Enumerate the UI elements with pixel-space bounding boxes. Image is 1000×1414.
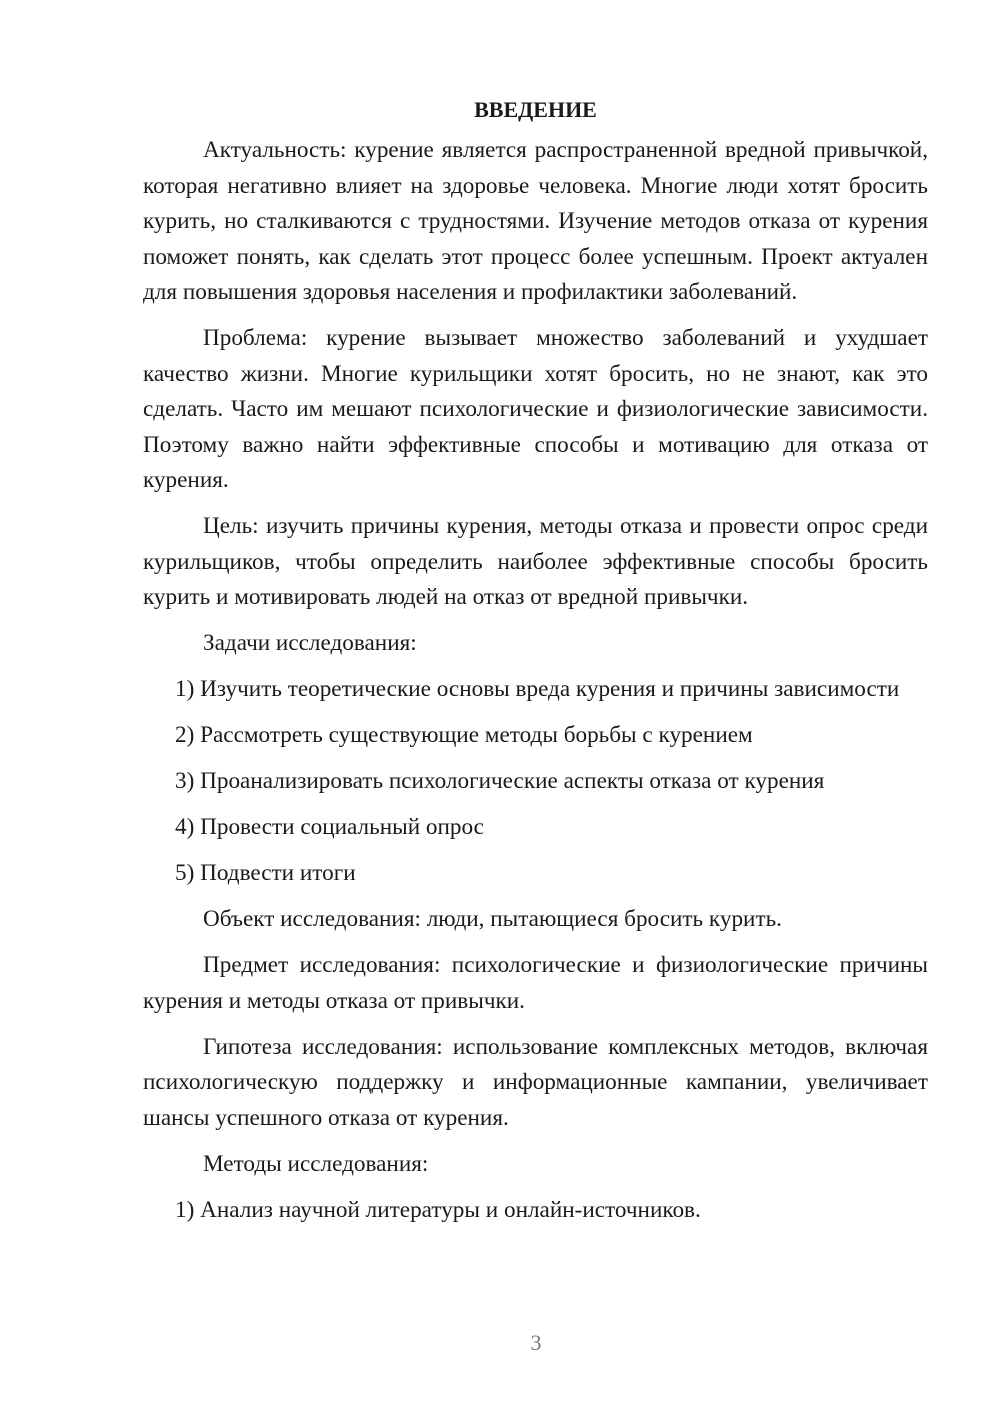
task-item-2: 2) Рассмотреть существующие методы борьбы с курением xyxy=(175,722,753,748)
paragraph-relevance: Актуальность: курение является распространенной вредной привычкой, которая негативно влияет на здоровье человека. Многие люди хотят бросить курить, но сталкиваются с трудностями. Изучение методов отказа от курения поможет понять, как сделать этот процесс более успешным. Проект актуален для повышения здоровья населения и профилактики заболеваний. xyxy=(143,137,928,305)
task-item-1: 1) Изучить теоретические основы вреда курения и причины зависимости xyxy=(175,676,900,702)
task-item-3: 3) Проанализировать психологические аспекты отказа от курения xyxy=(175,768,825,794)
method-item-1: 1) Анализ научной литературы и онлайн-источников. xyxy=(175,1196,701,1223)
paragraph-hypothesis: Гипотеза исследования: использование комплексных методов, включая психологическую поддержку и информационные кампании, увеличивает шансы успешного отказа от курения. xyxy=(143,1033,928,1131)
task-item-4: 4) Провести социальный опрос xyxy=(175,814,484,840)
paragraph-subject: Предмет исследования: психологические и физиологические причины курения и методы отказа от привычки. xyxy=(143,952,928,1014)
section-title: ВВЕДЕНИЕ xyxy=(474,97,597,122)
document-page xyxy=(143,92,928,1239)
tasks-heading: Задачи исследования: xyxy=(203,630,417,656)
paragraph-goal: Цель: изучить причины курения, методы отказа и провести опрос среди курильщиков, чтобы определить наиболее эффективные способы бросить курить и мотивировать людей на отказ от вредной привычки. xyxy=(143,513,928,610)
task-item-5: 5) Подвести итоги xyxy=(175,860,356,886)
paragraph-problem: Проблема: курение вызывает множество заболеваний и ухудшает качество жизни. Многие курильщики хотят бросить, но не знают, как это сделать. Часто им мешают психологические и физиологические зависимости. Поэтому важно найти эффективные способы и мотивацию для отказа от курения. xyxy=(143,325,928,493)
methods-heading: Методы исследования: xyxy=(203,1150,429,1177)
paragraph-object: Объект исследования: люди, пытающиеся бросить курить. xyxy=(203,906,782,932)
page-number: 3 xyxy=(530,1330,542,1355)
